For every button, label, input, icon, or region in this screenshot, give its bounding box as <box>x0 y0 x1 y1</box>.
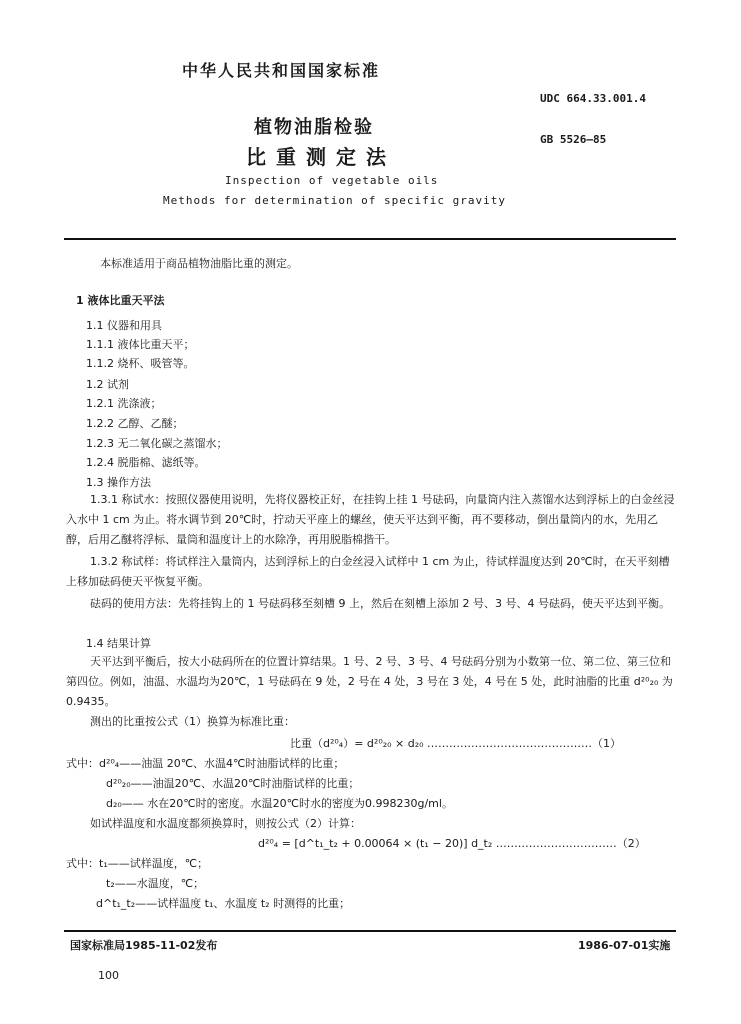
section-1-2-1: 1.2.1 洗涤液； <box>86 397 162 410</box>
section-1-heading: 1 液体比重天平法 <box>76 294 165 307</box>
definition-d20-20: d²⁰₂₀——油温20℃、水温20℃时油脂试样的比重； <box>106 777 360 790</box>
formula-1: 比重（d²⁰₄）= d²⁰₂₀ × d₂₀ ………………………………………（1） <box>290 737 622 750</box>
udc-code: UDC 664.33.001.4 <box>540 92 646 105</box>
page-number: 100 <box>98 969 119 982</box>
section-1-2-3: 1.2.3 无二氧化碳之蒸馏水； <box>86 437 228 450</box>
section-1-1-2: 1.1.2 烧杯、吸管等。 <box>86 357 195 370</box>
paragraph-formula2-intro: 如试样温度和水温度都须换算时，则按公式（2）计算： <box>90 817 361 830</box>
section-1-1: 1.1 仪器和用具 <box>86 319 162 332</box>
section-1-1-1: 1.1.1 液体比重天平； <box>86 338 195 351</box>
paragraph-weights-usage: 砝码的使用方法：先将挂钩上的 1 号砝码移至刻槽 9 上，然后在刻槽上添加 2 号、3 号、4 号砝码，使天平达到平衡。 <box>90 597 670 610</box>
title-cn-line1: 植物油脂检验 <box>254 117 374 138</box>
issuer-title: 中华人民共和国国家标准 <box>182 61 381 80</box>
intro-text: 本标准适用于商品植物油脂比重的测定。 <box>100 257 298 270</box>
paragraph-formula-intro: 测出的比重按公式（1）换算为标准比重： <box>90 715 295 728</box>
effective-date: 1986-07-01实施 <box>578 939 671 952</box>
header-divider <box>64 238 676 240</box>
definition-t2: t₂——水温度，℃； <box>106 877 205 890</box>
formula-2: d²⁰₄ = [d^t₁_t₂ + 0.00064 × (t₁ − 20)] d_t₂ ……………………………（2） <box>258 837 646 850</box>
title-en-line1: Inspection of vegetable oils <box>225 174 439 187</box>
title-cn-line2: 比重测定法 <box>246 145 396 169</box>
section-1-2: 1.2 试剂 <box>86 378 129 391</box>
definition-d20: d₂₀—— 水在20℃时的密度。水温20℃时水的密度为0.998230g/ml。 <box>106 797 453 810</box>
title-en-line2: Methods for determination of specific gravity <box>163 194 507 207</box>
section-1-2-4: 1.2.4 脱脂棉、滤纸等。 <box>86 456 206 469</box>
definition-dt1t2: d^t₁_t₂——试样温度 t₁、水温度 t₂ 时测得的比重； <box>96 897 351 910</box>
section-1-4: 1.4 结果计算 <box>86 637 151 650</box>
gb-code: GB 5526—85 <box>540 133 607 146</box>
paragraph-1-3-2: 1.3.2 称试样：将试样注入量筒内，达到浮标上的白金丝浸入试样中 1 cm 为止，待试样温度达到 20℃时，在天平刻槽上移加砝码使天平恢复平衡。 <box>66 555 670 588</box>
definition-d20-4: 式中：d²⁰₄——油温 20℃、水温4℃时油脂试样的比重； <box>66 757 345 770</box>
publish-date: 国家标准局1985-11-02发布 <box>70 939 218 952</box>
section-1-2-2: 1.2.2 乙醇、乙醚； <box>86 417 184 430</box>
section-1-3: 1.3 操作方法 <box>86 476 151 489</box>
definition-t1: 式中：t₁——试样温度，℃； <box>66 857 209 870</box>
paragraph-1-3-1: 1.3.1 称试水：按照仪器使用说明，先将仪器校正好，在挂钩上挂 1 号砝码，向量筒内注入蒸馏水达到浮标上的白金丝浸入水中 1 cm 为止。将水调节到 20℃时，拧动天平座上的螺丝，使天平达到平衡，再不要移动，倒出量筒内的水，先用乙醇，后用乙醚将浮标、量筒和温度计上的水除净，再用脱脂棉揩干。 <box>66 493 675 546</box>
paragraph-1-4: 天平达到平衡后，按大小砝码所在的位置计算结果。1 号、2 号、3 号、4 号砝码分别为小数第一位、第二位、第三位和第四位。例如，油温、水温均为20℃，1 号砝码在 9 处，2 号在 4 处，3 号在 3 处，4 号在 5 处，此时油脂的比重 d²⁰₂₀ 为 0.9435。 <box>66 655 673 708</box>
footer-divider <box>64 930 676 932</box>
